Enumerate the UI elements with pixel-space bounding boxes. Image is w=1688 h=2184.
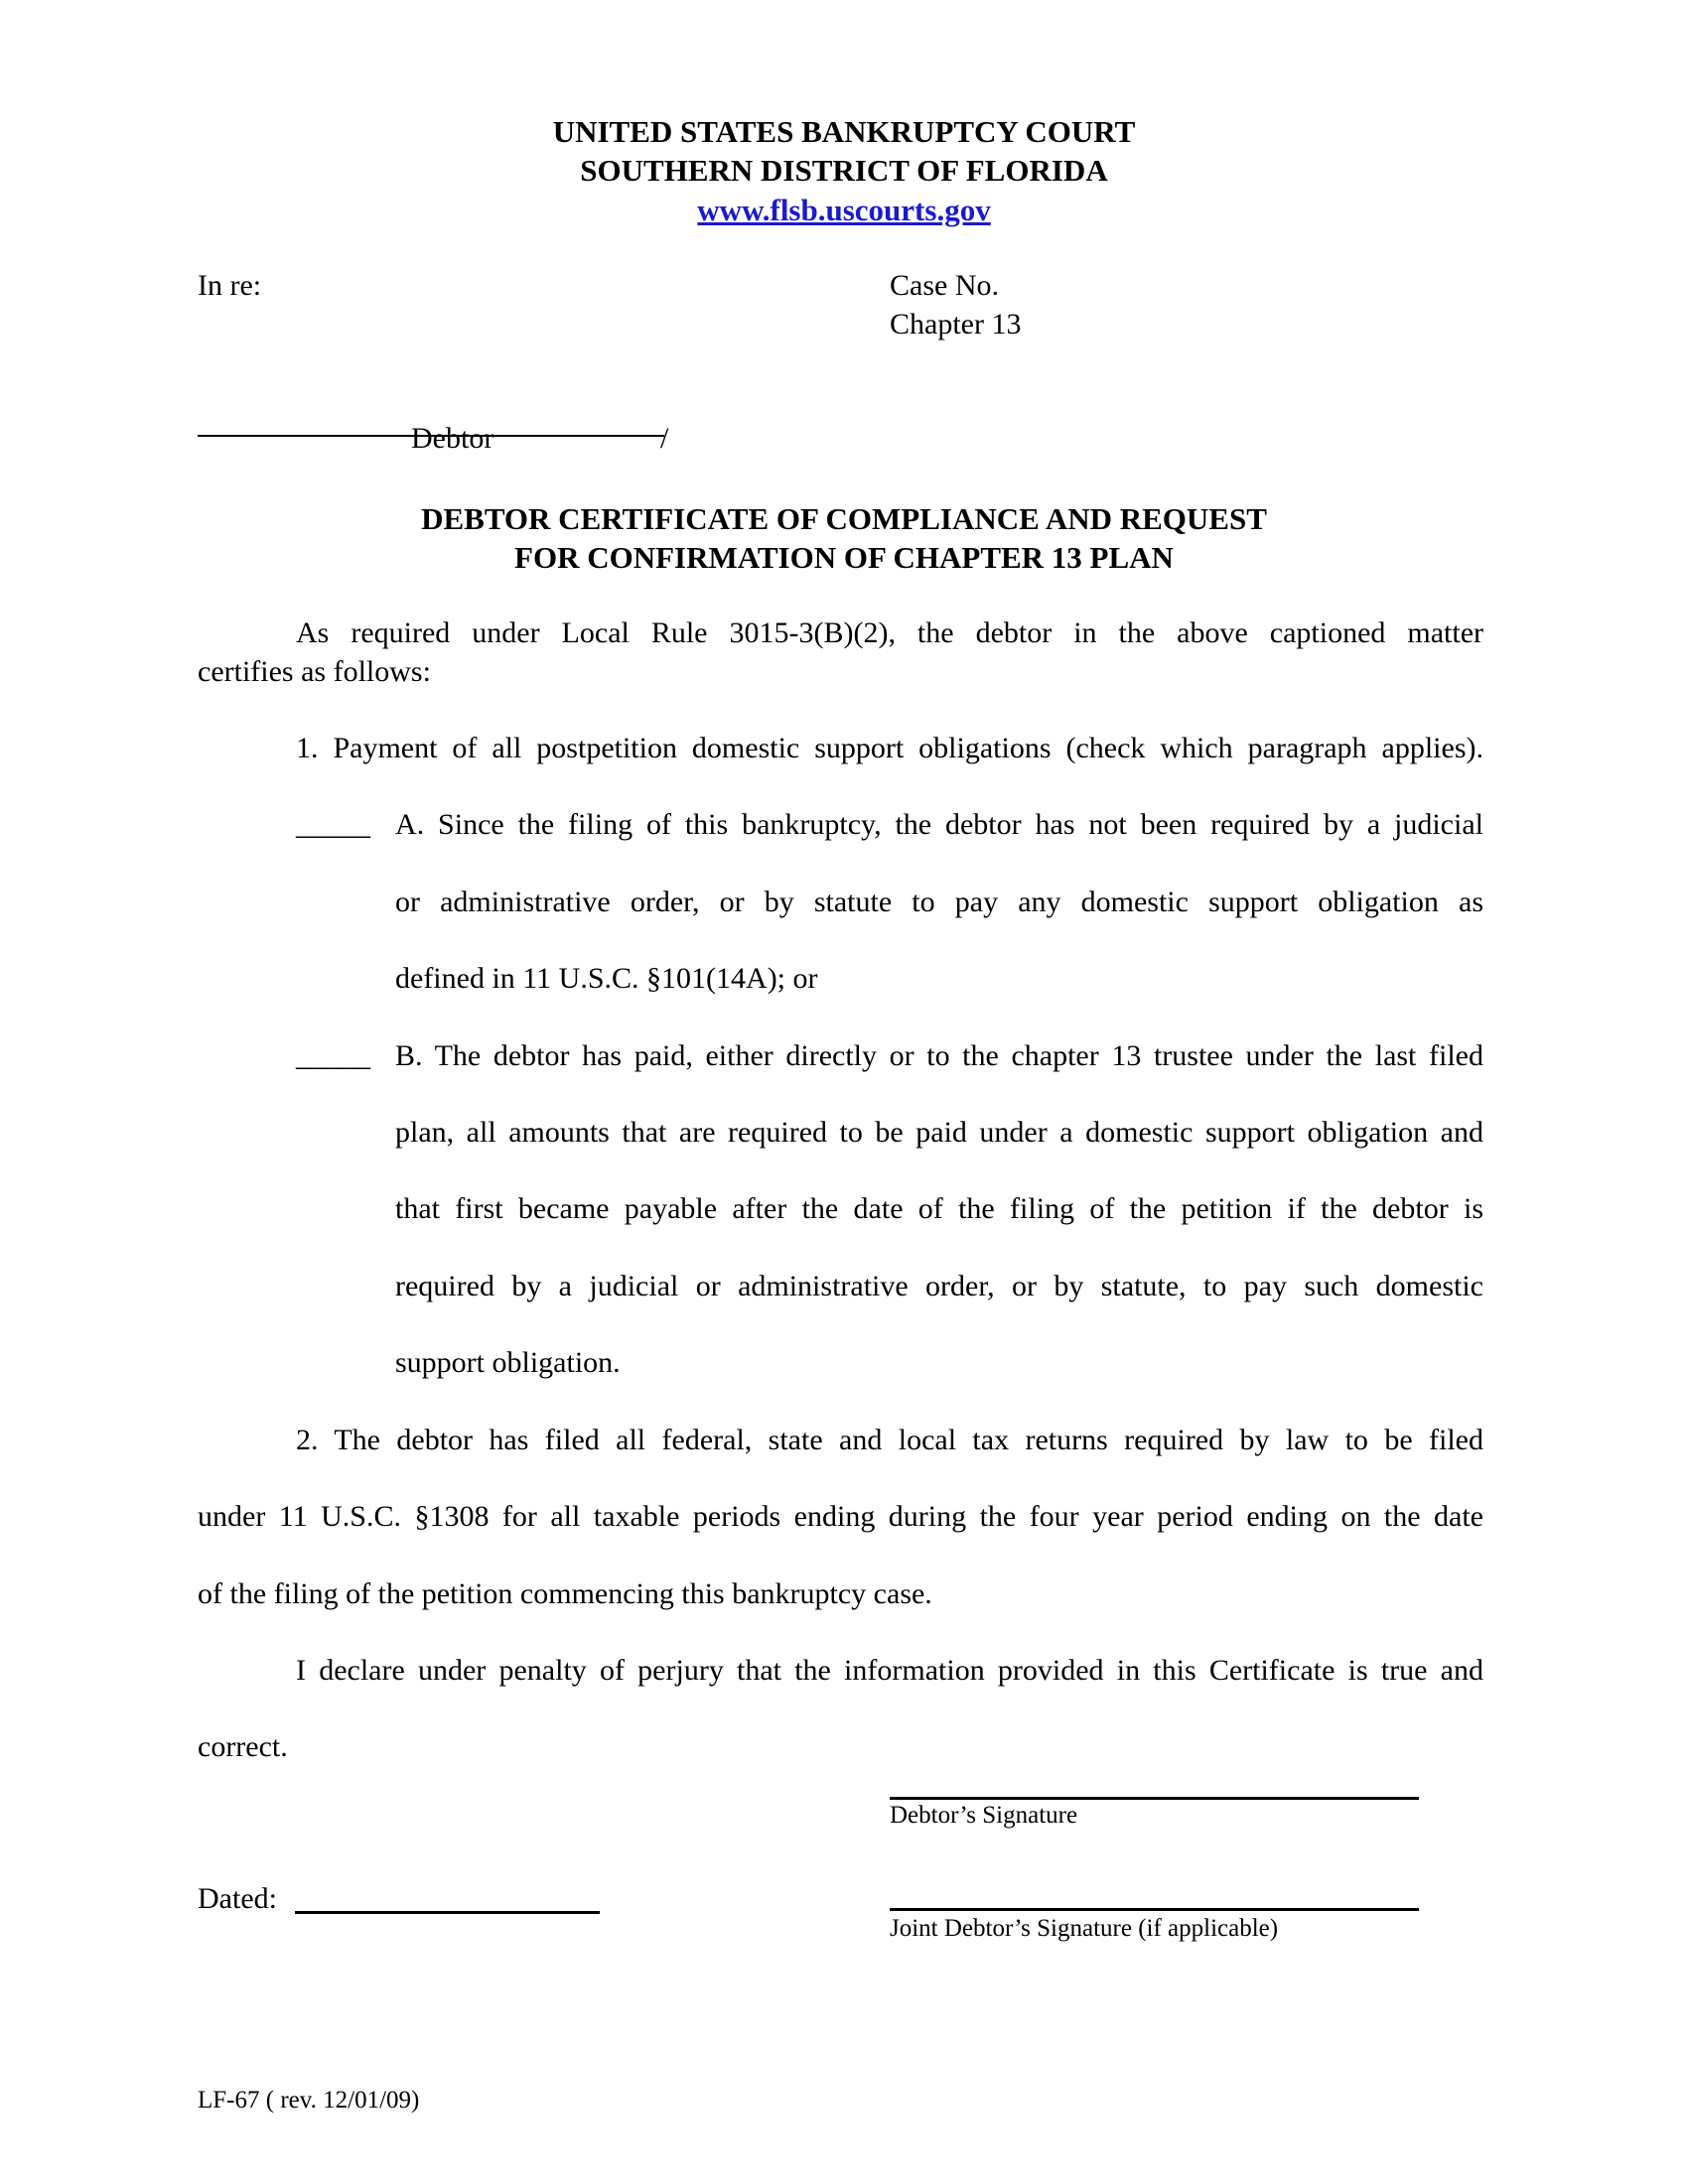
court-website-link-container (0, 191, 1688, 235)
joint-debtor-signature-line[interactable] (890, 1908, 1419, 1911)
joint-debtor-signature-label: Joint Debtor’s Signature (if applicable) (890, 1915, 1279, 1942)
option-b-line-1: B. The debtor has paid, either directly or to the chapter 13 trustee under the last filed (395, 1039, 1483, 1072)
title-line-2: FOR CONFIRMATION OF CHAPTER 13 PLAN (514, 540, 1174, 575)
declaration-line-1: I declare under penalty of perjury that the information provided in this Certificate is true and (296, 1654, 1483, 1687)
option-b-line-4: required by a judicial or administrative order, or by statute, to pay such domestic (395, 1270, 1483, 1302)
caption-slash: / (660, 422, 669, 455)
dated-line[interactable] (295, 1911, 600, 1914)
case-no-label: Case No. (890, 269, 999, 302)
option-a-line-3: defined in 11 U.S.C. §101(14A); or (395, 962, 818, 995)
chapter-label: Chapter 13 (890, 308, 1022, 341)
intro-line-2: certifies as follows: (198, 655, 431, 688)
title-line-1: DEBTOR CERTIFICATE OF COMPLIANCE AND REQUEST (421, 501, 1267, 536)
debtor-signature-label: Debtor’s Signature (890, 1802, 1078, 1829)
option-b-line-5: support obligation. (395, 1346, 621, 1379)
debtor-label: Debtor (411, 422, 494, 455)
item-1-heading: 1. Payment of all postpetition domestic support obligations (check which paragraph applies). (296, 732, 1483, 764)
in-re-label: In re: (198, 269, 262, 302)
debtor-signature-line[interactable] (890, 1797, 1419, 1800)
option-b-line-3: that first became payable after the date of the filing of the petition if the debtor is (395, 1192, 1483, 1225)
option-a-line-2: or administrative order, or by statute to pay any domestic support obligation as (395, 886, 1483, 918)
court-website-link[interactable]: www.flsb.uscourts.gov (697, 193, 991, 227)
option-b-checkbox-blank[interactable]: _____ (296, 1039, 370, 1072)
item-2-line-1: 2. The debtor has filed all federal, state and local tax returns required by law to be filed (296, 1424, 1483, 1456)
intro-line-1: As required under Local Rule 3015-3(B)(2), the debtor in the above captioned matter (296, 616, 1483, 649)
item-2-line-2: under 11 U.S.C. §1308 for all taxable periods ending during the four year period ending on the date (198, 1500, 1483, 1533)
option-b-line-2: plan, all amounts that are required to be paid under a domestic support obligation and (395, 1116, 1483, 1149)
item-2-line-3: of the filing of the petition commencing this bankruptcy case. (198, 1577, 932, 1610)
declaration-line-2: correct. (198, 1730, 288, 1763)
option-a-line-1: A. Since the filing of this bankruptcy, the debtor has not been required by a judicial (395, 808, 1483, 841)
district-name: SOUTHERN DISTRICT OF FLORIDA (580, 153, 1108, 188)
option-a-checkbox-blank[interactable]: _____ (296, 808, 370, 841)
court-name: UNITED STATES BANKRUPTCY COURT (552, 114, 1136, 149)
form-id: LF-67 ( rev. 12/01/09) (198, 2087, 420, 2114)
dated-label: Dated: (198, 1882, 277, 1915)
